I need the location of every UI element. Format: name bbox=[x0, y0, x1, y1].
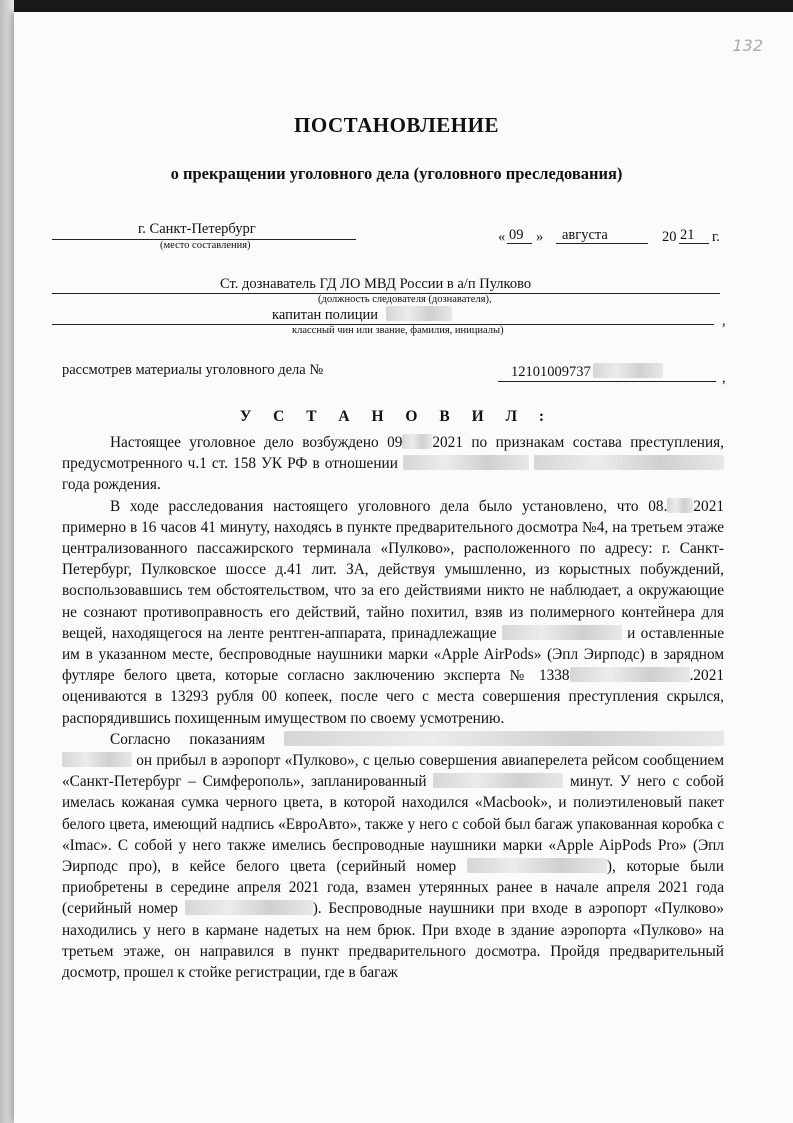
redacted-date bbox=[402, 434, 432, 449]
officer-rank-caption: классный чин или звание, фамилия, инициалы) bbox=[292, 325, 504, 336]
date-month-underline bbox=[556, 243, 648, 244]
established-heading: У С Т А Н О В И Л : bbox=[239, 408, 554, 425]
redacted-person bbox=[403, 455, 529, 470]
redacted-victim bbox=[502, 625, 622, 640]
date-year-prefix: 20 bbox=[662, 229, 677, 245]
officer-rank: капитан полиции bbox=[272, 306, 452, 324]
redacted-serial-number bbox=[185, 900, 313, 915]
place-caption: (место составления) bbox=[160, 240, 251, 251]
page-number: 132 bbox=[732, 36, 763, 55]
date-month: августа bbox=[562, 227, 608, 243]
redacted-person-dob bbox=[534, 455, 724, 470]
case-underline bbox=[498, 381, 716, 382]
date-close-quote: » bbox=[536, 229, 544, 245]
case-number: 12101009737 bbox=[511, 363, 663, 381]
redacted-expert-number bbox=[570, 667, 690, 682]
redacted-serial-number bbox=[467, 858, 607, 873]
redacted-name bbox=[386, 306, 452, 321]
date-year-underline bbox=[679, 243, 709, 244]
paragraph-2: В ходе расследования настоящего уголовного дела было установлено, что 08. 2021 примерно в 16 часов 41 минуту, находясь в пункте предварительного досмотра №4, на третьем этаже централизованного пассажирского терминала «Пулково», расположенного по адресу: г. Санкт-Петербург, Пулковское шоссе д.41 лит. ЗА, действуя умышленно, из корыстных побуждений, воспользовавшись тем обстоятельством, что за его действиями никто не наблюдает, а окружающие не сознают противоправность его действий, тайно похитил, взяв из полимерного контейнера для вещей, находящегося на ленте рентген-аппарата, принадлежащие и оставленные им в указанном месте, беспроводные наушники марки «Apple AirPods» (Эпл Эирподс) в зарядном футляре белого цвета, которые согласно заключению эксперта № 1338 .2021 оцениваются в 13293 рубля 00 копеек, после чего с места совершения преступления скрылся, распорядившись похищенным имуществом по своему усмотрению. bbox=[62, 497, 724, 727]
redacted-witness bbox=[284, 731, 724, 746]
date-year-suffix: 21 bbox=[680, 227, 695, 243]
redacted-flight-time bbox=[433, 773, 563, 788]
date-year-unit: г. bbox=[712, 229, 720, 245]
case-comma: , bbox=[722, 370, 726, 386]
date-day-underline bbox=[507, 243, 532, 244]
document-body bbox=[62, 432, 724, 983]
redacted-date bbox=[667, 498, 693, 513]
date-open-quote: « bbox=[498, 229, 506, 245]
place-value: г. Санкт-Петербург bbox=[138, 221, 256, 237]
officer-position: Ст. дознаватель ГД ЛО МВД России в а/п Пулково bbox=[220, 276, 532, 292]
officer-comma: , bbox=[722, 313, 726, 329]
redacted-witness bbox=[62, 752, 132, 767]
date-day: 09 bbox=[509, 227, 524, 243]
scan-top-edge bbox=[0, 0, 793, 12]
case-label: рассмотрев материалы уголовного дела № bbox=[62, 362, 324, 378]
document-subtitle: о прекращении уголовного дела (уголовного преследования) bbox=[170, 164, 623, 183]
document-title: ПОСТАНОВЛЕНИЕ bbox=[294, 113, 499, 137]
paragraph-1: Настоящее уголовное дело возбуждено 09 2021 по признакам состава преступления, предусмотренного ч.1 ст. 158 УК РФ в отношении года рождения. bbox=[62, 434, 724, 494]
redacted-case-number bbox=[593, 363, 663, 378]
officer-position-caption: (должность следователя (дознавателя), bbox=[318, 294, 492, 305]
paragraph-3: Согласно показаниям он прибыл в аэропорт «Пулково», с целью совершения авиаперелета рейсом сообщением «Санкт-Петербург – Симферополь», запланированный минут. У него с собой имелась кожаная сумка черного цвета, в которой находился «Macbook», и полиэтиленовый пакет белого цвета, имеющий надпись «ЕвроАвто», также у него с собой был багаж упакованная коробка с «Imac». С собой у него также имелись беспроводные наушники марки «Apple AipPods Pro» (Эпл Эирподс про), в кейсе белого цвета (серийный номер ), которые были приобретены в середине апреля 2021 года, взамен утерянных ранее в начале апреля 2021 года (серийный номер ). Беспроводные наушники при входе в аэропорт «Пулково» находились у него в кармане надетых на нем брюк. При входе в здание аэропорта «Пулково» на третьем этаже, он направился в пункт предварительного досмотра. Пройдя предварительный досмотр, прошел к стойке регистрации, где в багаж bbox=[62, 730, 724, 982]
